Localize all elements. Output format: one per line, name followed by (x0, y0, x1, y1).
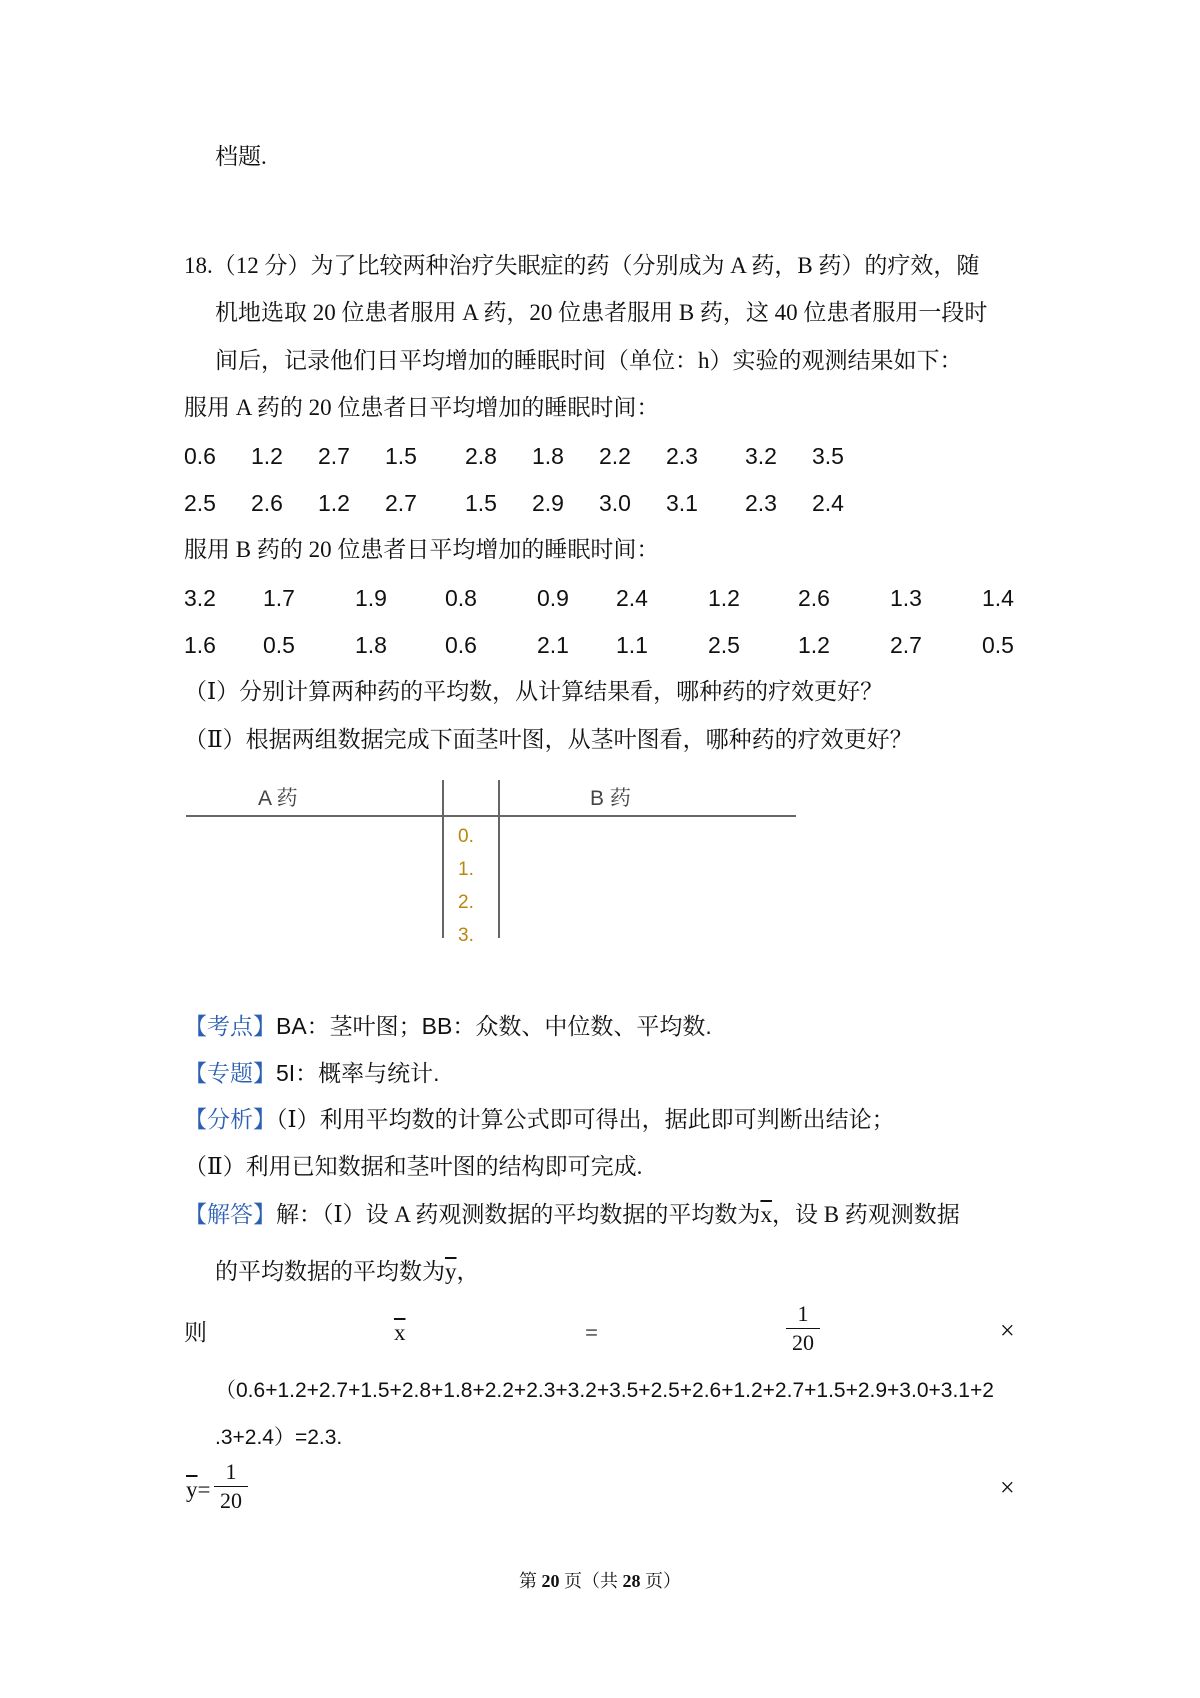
jieda-line-2 (215, 1257, 480, 1287)
ze-label: 则 (184, 1320, 207, 1345)
jieda-text-1b: ，设 B 药观测数据 (771, 1202, 960, 1227)
a-value: 2.3 (745, 490, 777, 516)
b-value: 1.1 (616, 632, 648, 658)
question-2: （Ⅱ）根据两组数据完成下面茎叶图，从茎叶图看，哪种药的疗效更好？ (184, 727, 913, 752)
times-sign: × (1000, 1473, 1015, 1502)
y-bar-symbol: $\overline{y}$ (186, 1477, 198, 1502)
kaodian-line (184, 1011, 712, 1042)
a-value: 3.1 (666, 490, 698, 516)
a-value: 0.6 (184, 443, 216, 469)
b-value: 1.4 (982, 585, 1014, 611)
x-bar-symbol: $\overline{x}$ (394, 1320, 406, 1345)
stem-label: 0. (458, 826, 474, 847)
b-value: 2.5 (708, 632, 740, 658)
header-rule (186, 815, 796, 817)
b-value: 2.4 (616, 585, 648, 611)
a-value: 1.2 (251, 443, 283, 469)
a-value: 3.0 (599, 490, 631, 516)
footer-pre: 第 (519, 1571, 542, 1591)
a-value: 2.9 (532, 490, 564, 516)
a-value: 1.5 (465, 490, 497, 516)
footer-page-number: 20 (541, 1571, 560, 1591)
equals-sign: = (585, 1320, 598, 1345)
fraction-numerator: 1 (797, 1301, 809, 1326)
jieda-tag: 【解答】 (184, 1202, 276, 1227)
y-bar: $\overline{y}$ (445, 1259, 457, 1284)
a-value: 2.5 (184, 490, 216, 516)
footer-mid: 页（共 (559, 1571, 623, 1591)
problem-line-2: 机地选取 20 位患者服用 A 药，20 位患者服用 B 药，这 40 位患者服用一段时 (215, 300, 988, 325)
fraction-denominator: 20 (220, 1488, 242, 1513)
b-value: 0.8 (445, 585, 477, 611)
b-value: 0.5 (263, 632, 295, 658)
b-value: 1.7 (263, 585, 295, 611)
zhuanti-tag: 【专题】 (184, 1061, 276, 1086)
b-value: 0.6 (445, 632, 477, 658)
question-1: （Ⅰ）分别计算两种药的平均数，从计算结果看，哪种药的疗效更好？ (184, 679, 884, 704)
b-value: 3.2 (184, 585, 216, 611)
b-value: 2.7 (890, 632, 922, 658)
a-drug-header: A 药 (258, 787, 298, 810)
b-value: 1.6 (184, 632, 216, 658)
a-title: 服用 A 药的 20 位患者日平均增加的睡眠时间： (184, 395, 660, 420)
sum-line-2: .3+2.4）=2.3. (215, 1426, 343, 1449)
a-value: 1.8 (532, 443, 564, 469)
b-value: 0.5 (982, 632, 1014, 658)
stem-left-rule (442, 780, 444, 938)
jieda-line-1 (184, 1200, 960, 1230)
page-footer (0, 1567, 1200, 1593)
a-value: 2.3 (666, 443, 698, 469)
b-value: 1.2 (798, 632, 830, 658)
a-value: 1.2 (318, 490, 350, 516)
a-value: 1.5 (385, 443, 417, 469)
a-value: 2.7 (318, 443, 350, 469)
fraction-bar (786, 1328, 820, 1329)
a-value: 2.2 (599, 443, 631, 469)
a-value: 2.6 (251, 490, 283, 516)
kaodian-text: BA：茎叶图；BB：众数、中位数、平均数. (276, 1013, 712, 1039)
fraction-x (786, 1301, 820, 1356)
b-value: 1.9 (355, 585, 387, 611)
a-value: 2.7 (385, 490, 417, 516)
stem-leaf-plot (186, 770, 796, 946)
jieda-text-2a: 的平均数据的平均数为 (215, 1259, 445, 1284)
times-sign: × (1000, 1316, 1015, 1345)
x-bar: $\overline{x}$ (760, 1202, 772, 1227)
fraction-y (214, 1459, 248, 1514)
stem-label: 1. (458, 859, 474, 880)
footer-total-pages: 28 (622, 1571, 641, 1591)
sum-line-1: （0.6+1.2+2.7+1.5+2.8+1.8+2.2+2.3+3.2+3.5+2.5+2.6+1.2+2.7+1.5+2.9+3.0+3.1+2 (215, 1379, 994, 1402)
a-value: 2.4 (812, 490, 844, 516)
jieda-text-1a: 解：（Ⅰ）设 A 药观测数据的平均数据的平均数为 (276, 1202, 761, 1227)
y-equals: = (197, 1477, 211, 1502)
top-fragment: 档题. (215, 144, 267, 169)
fenxi-text-2: （Ⅱ）利用已知数据和茎叶图的结构即可完成. (184, 1154, 643, 1179)
fraction-numerator: 1 (225, 1459, 237, 1484)
kaodian-tag: 【考点】 (184, 1014, 276, 1039)
footer-post: 页） (640, 1571, 681, 1591)
fenxi-text-1: （Ⅰ）利用平均数的计算公式即可得出，据此即可判断出结论； (276, 1107, 895, 1132)
b-value: 0.9 (537, 585, 569, 611)
a-value: 3.2 (745, 443, 777, 469)
fraction-bar (214, 1486, 248, 1487)
stem-label: 3. (458, 925, 474, 946)
jieda-text-2b: ， (456, 1259, 480, 1284)
zhuanti-line (184, 1058, 440, 1089)
b-value: 1.3 (890, 585, 922, 611)
a-value: 2.8 (465, 443, 497, 469)
stem-label: 2. (458, 892, 474, 913)
b-value: 1.8 (355, 632, 387, 658)
y-equation (186, 1475, 210, 1505)
b-value: 2.6 (798, 585, 830, 611)
b-drug-header: B 药 (590, 787, 631, 810)
fenxi-tag: 【分析】 (184, 1107, 276, 1132)
stem-right-rule (498, 780, 500, 938)
a-value: 3.5 (812, 443, 844, 469)
problem-line-3: 间后，记录他们日平均增加的睡眠时间（单位：h）实验的观测结果如下： (215, 348, 963, 373)
problem-line-1: 18.（12 分）为了比较两种治疗失眠症的药（分别成为 A 药，B 药）的疗效，随 (184, 253, 980, 278)
fenxi-line (184, 1105, 895, 1135)
b-value: 1.2 (708, 585, 740, 611)
zhuanti-text: 5I：概率与统计. (276, 1060, 440, 1086)
b-title: 服用 B 药的 20 位患者日平均增加的睡眠时间： (184, 537, 660, 562)
b-value: 2.1 (537, 632, 569, 658)
fraction-denominator: 20 (792, 1330, 814, 1355)
